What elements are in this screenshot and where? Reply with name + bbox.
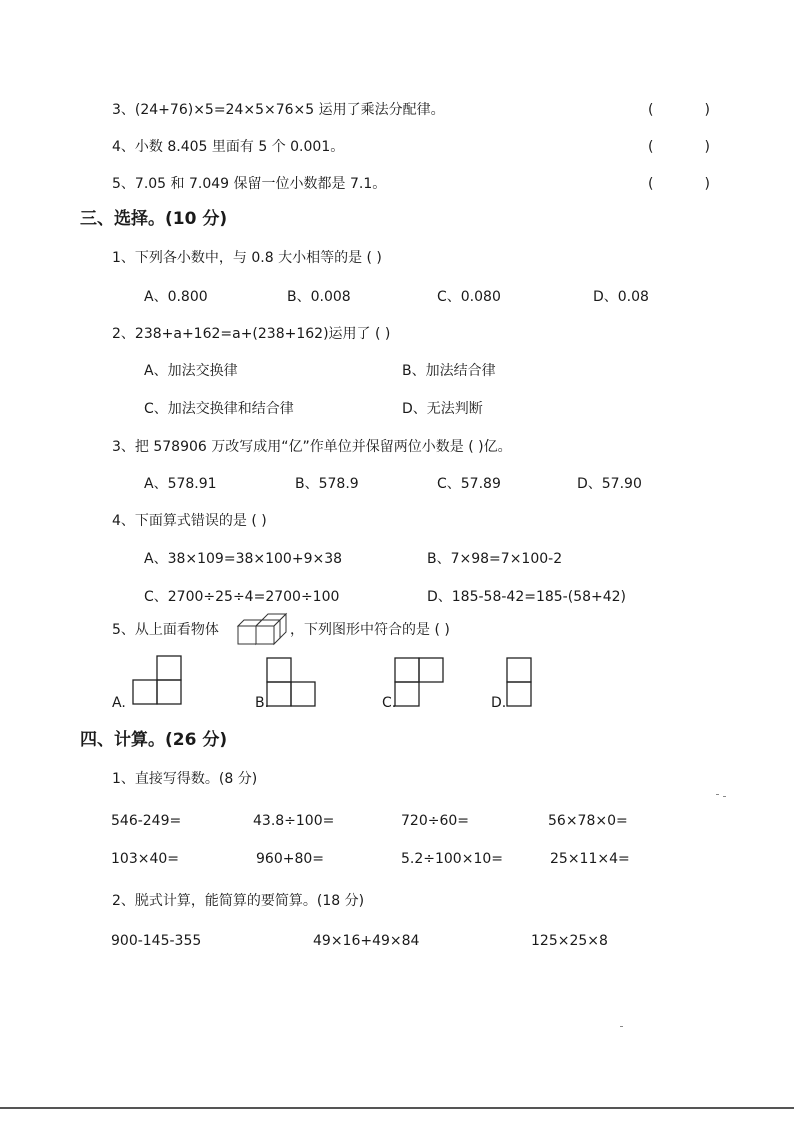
choice-q3-option-a[interactable]: A、578.91 [144, 476, 217, 492]
oral-calc-item: 56×78×0= [548, 813, 628, 829]
choice-q2-option-d[interactable]: D、无法判断 [402, 401, 483, 417]
choice-q4-option-d[interactable]: D、185-58-42=185-(58+42) [427, 589, 627, 605]
scan-speck [723, 796, 726, 797]
oral-calc-item: 546-249= [111, 813, 182, 829]
oral-calc-item: 720÷60= [401, 813, 469, 829]
choice-q5-before: 5、从上面看物体 [112, 622, 219, 638]
section-4-title: 四、计算。(26 分) [80, 730, 228, 750]
option-c-shape [394, 657, 444, 707]
choice-q3-option-d[interactable]: D、57.90 [577, 476, 642, 492]
choice-q3-option-b[interactable]: B、578.9 [295, 476, 359, 492]
choice-q1: 1、下列各小数中，与 0.8 大小相等的是 ( ) [112, 250, 382, 266]
choice-q2-option-c[interactable]: C、加法交换律和结合律 [144, 401, 294, 417]
choice-q2-option-a[interactable]: A、加法交换律 [144, 363, 238, 379]
choice-q2: 2、238+a+162=a+(238+162)运用了 ( ) [112, 326, 391, 342]
judge-item-3: 3、(24+76)×5=24×5×76×5 运用了乘法分配律。 [112, 102, 445, 118]
choice-q4-option-a[interactable]: A、38×109=38×100+9×38 [144, 551, 343, 567]
choice-q1-option-b[interactable]: B、0.008 [287, 289, 351, 305]
section-3-title: 三、选择。(10 分) [80, 209, 228, 229]
choice-q5-option-a[interactable]: A. [112, 695, 126, 711]
choice-q3-option-c[interactable]: C、57.89 [437, 476, 501, 492]
choice-q4-option-b[interactable]: B、7×98=7×100-2 [427, 551, 563, 567]
option-a-shape [132, 655, 182, 705]
option-b-shape [266, 657, 316, 707]
choice-q2-option-b[interactable]: B、加法结合律 [402, 363, 496, 379]
judge-item-5: 5、7.05 和 7.049 保留一位小数都是 7.1。 [112, 176, 387, 192]
calc-q2: 2、脱式计算，能简算的要简算。(18 分) [112, 893, 365, 909]
oral-calc-item: 103×40= [111, 851, 179, 867]
choice-q4: 4、下面算式错误的是 ( ) [112, 513, 267, 529]
oral-calc-item: 43.8÷100= [253, 813, 335, 829]
page-bottom-edge [0, 1107, 794, 1109]
choice-q5-option-c[interactable]: C. [382, 695, 397, 711]
oral-calc-item: 5.2÷100×10= [401, 851, 503, 867]
oral-calc-item: 25×11×4= [550, 851, 630, 867]
choice-q3: 3、把 578906 万改写成用“亿”作单位并保留两位小数是 ( )亿。 [112, 439, 512, 455]
choice-q1-option-d[interactable]: D、0.08 [593, 289, 649, 305]
written-calc-item: 49×16+49×84 [313, 933, 420, 949]
choice-q1-option-a[interactable]: A、0.800 [144, 289, 208, 305]
written-calc-item: 900-145-355 [111, 933, 202, 949]
option-d-shape [506, 657, 532, 707]
choice-q5-option-d[interactable]: D. [491, 695, 507, 711]
scan-speck [620, 1026, 623, 1027]
choice-q4-option-c[interactable]: C、2700÷25÷4=2700÷100 [144, 589, 340, 605]
choice-q5-option-b[interactable]: B. [255, 695, 270, 711]
cube-object-icon [232, 612, 288, 646]
calc-q1: 1、直接写得数。(8 分) [112, 771, 258, 787]
choice-q5-after: ，下列图形中符合的是 ( ) [290, 622, 450, 638]
judge-item-4: 4、小数 8.405 里面有 5 个 0.001。 [112, 139, 345, 155]
written-calc-item: 125×25×8 [531, 933, 608, 949]
scan-speck [716, 794, 719, 795]
choice-q1-option-c[interactable]: C、0.080 [437, 289, 501, 305]
oral-calc-item: 960+80= [256, 851, 324, 867]
